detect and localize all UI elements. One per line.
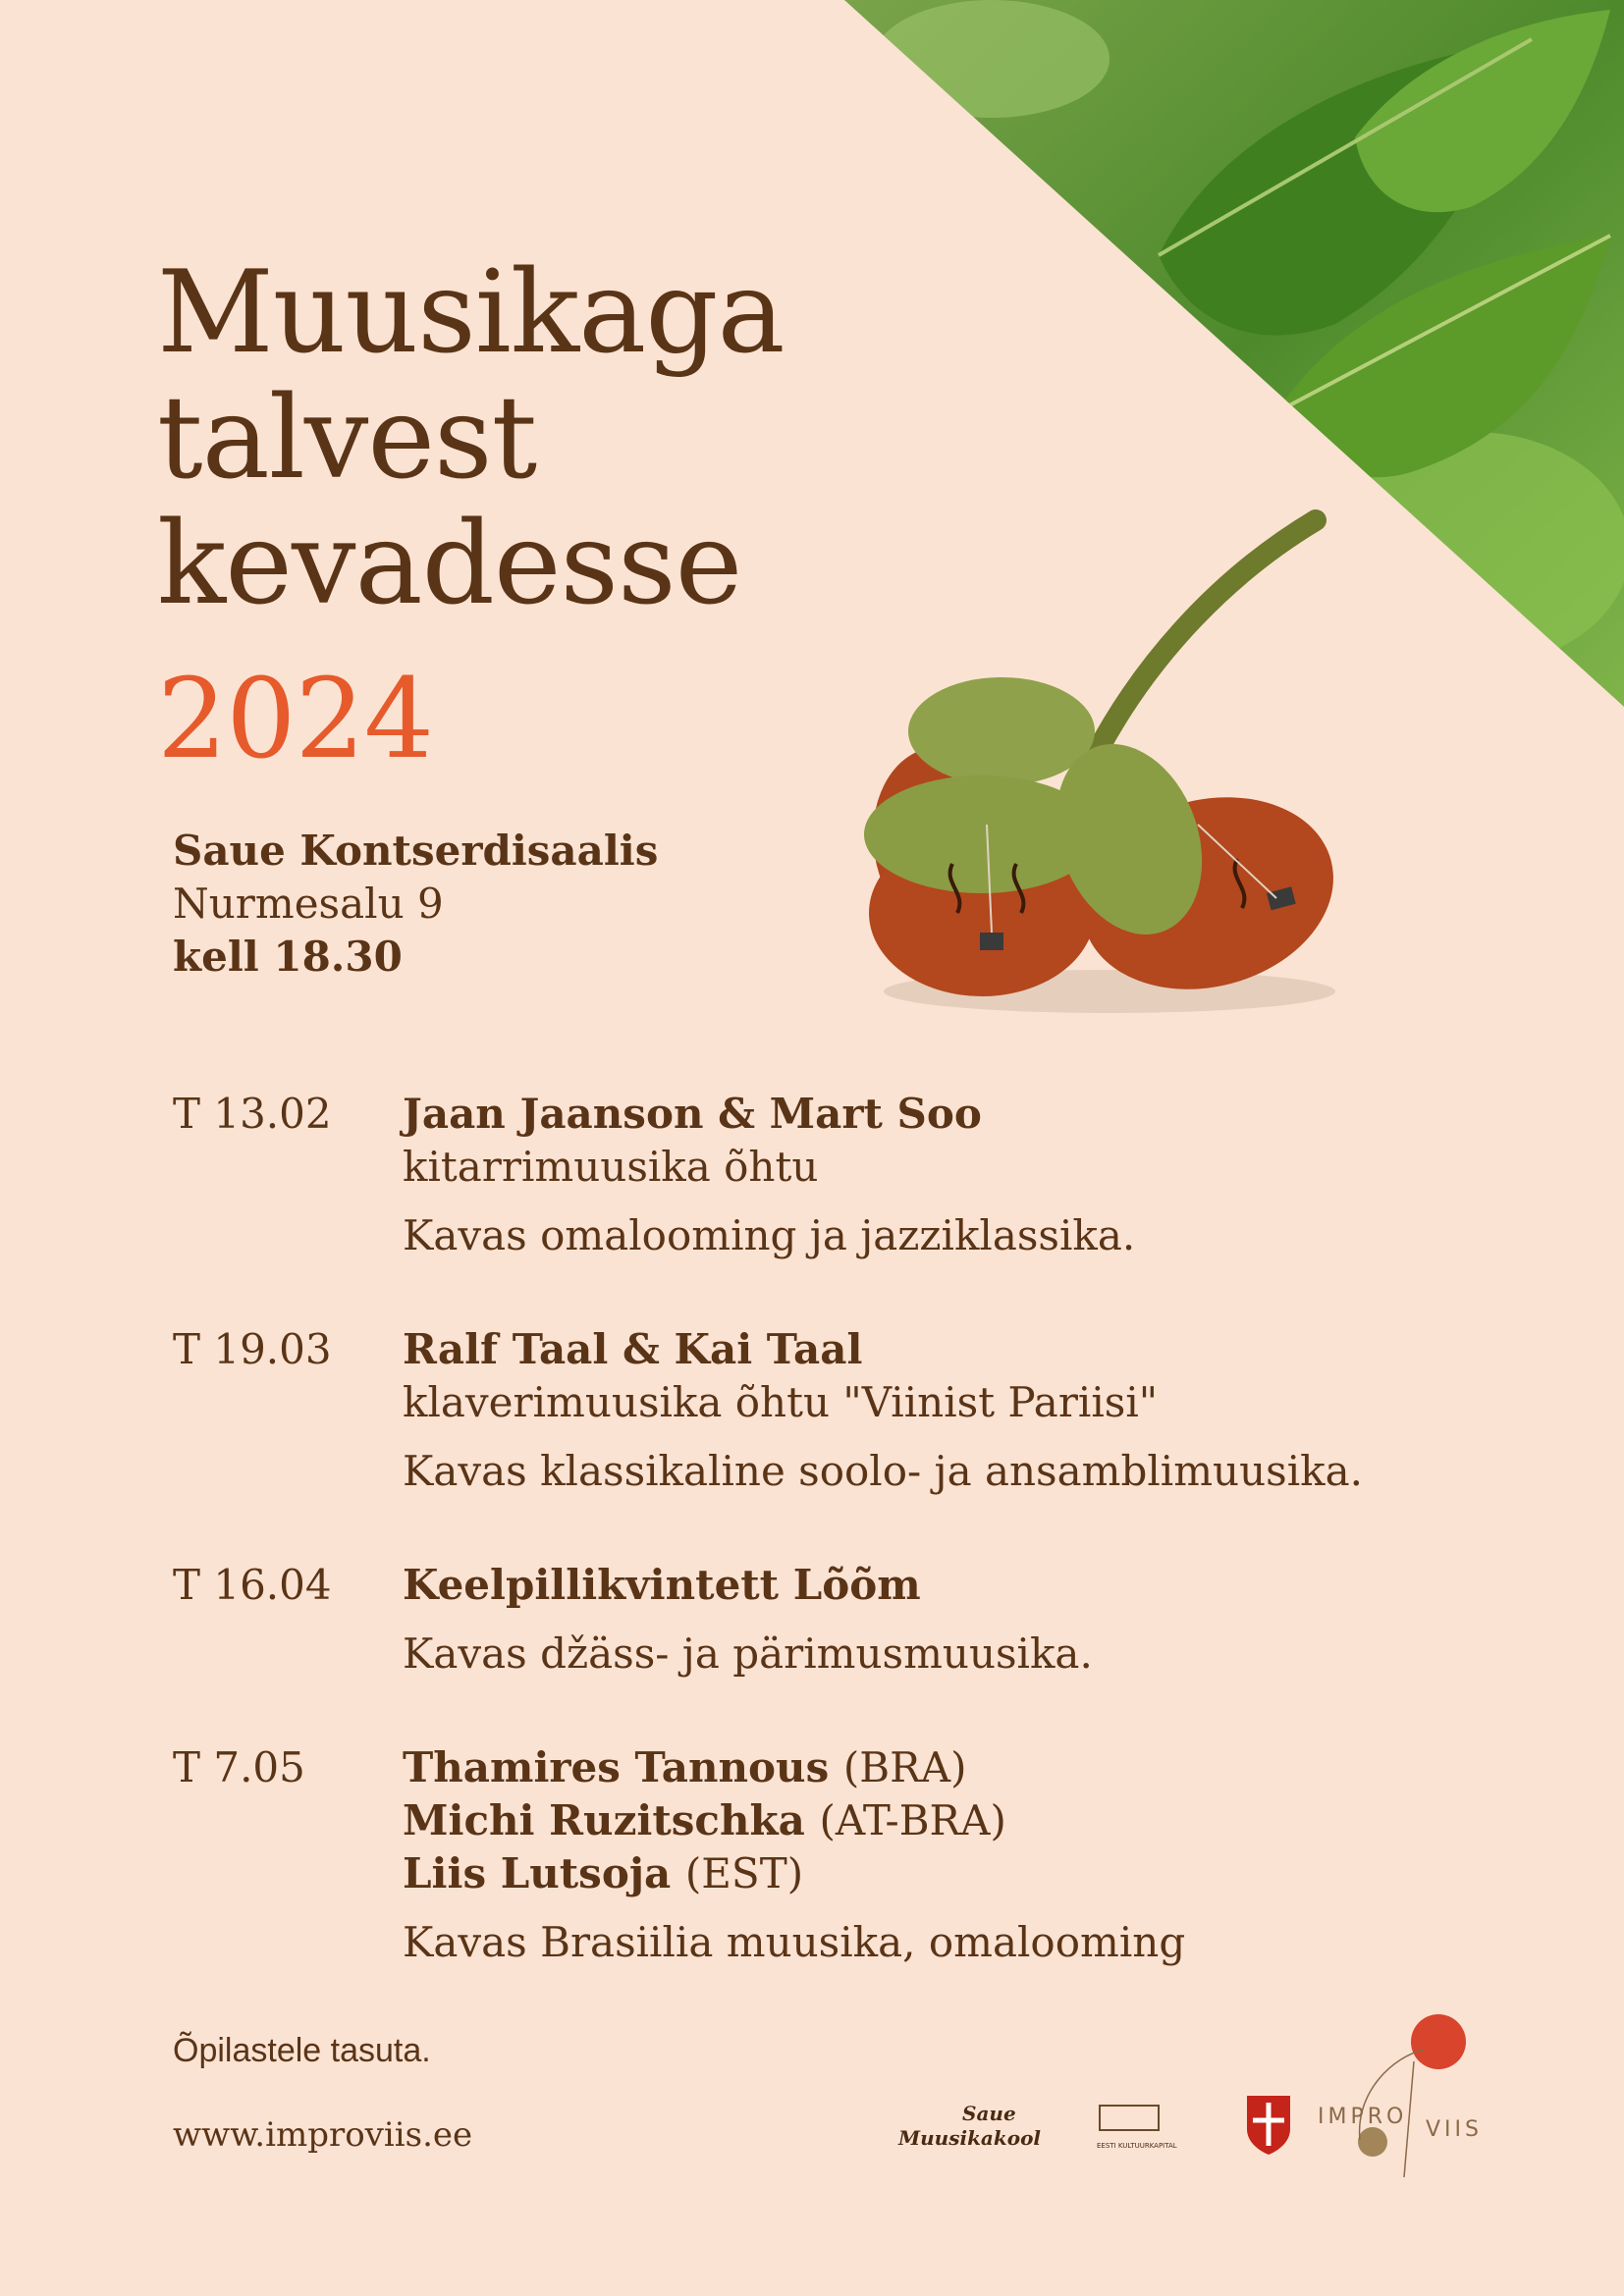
event-item [173,1088,1547,1262]
title-line-3: kevadesse [157,498,742,630]
sponsor-logos [893,2002,1502,2179]
kulka-logo [1097,2106,1177,2150]
poster-title [157,246,785,630]
event-date: T 7.05 [173,1743,305,1791]
svg-text:Muusikakool: Muusikakool [898,2126,1042,2150]
event-performer: Thamires Tannous (BRA) [403,1743,967,1791]
event-performer: Michi Ruzitschka (AT-BRA) [403,1796,1006,1844]
title-line-2: talvest [157,372,537,505]
website-link[interactable]: www.improviis.ee [173,2115,473,2155]
saue-music-school-logo [897,2102,1041,2150]
event-date: T 13.02 [173,1090,332,1138]
event-date: T 16.04 [173,1561,332,1609]
performer-country: (EST) [684,1849,804,1897]
event-item [173,1741,1547,1969]
svg-text:VIIS: VIIS [1426,2117,1483,2142]
venue-time: kell 18.30 [173,933,403,981]
event-performer: Liis Lutsoja (EST) [403,1849,804,1897]
improviis-logo [1318,2014,1483,2177]
event-list [173,1088,1547,2030]
venue-name: Saue Kontserdisaalis [173,827,659,875]
event-subtitle: klaverimuusika õhtu "Viinist Pariisi" [403,1378,1159,1426]
event-description: Kavas omalooming ja jazziklassika. [403,1211,1136,1259]
event-performer: Keelpillikvintett Lõõm [403,1561,921,1609]
saue-coat-of-arms-icon [1247,2096,1290,2155]
event-date: T 19.03 [173,1325,332,1373]
poster-year: 2024 [157,656,434,783]
event-description: Kavas Brasiilia muusika, omalooming [403,1918,1186,1966]
event-item [173,1559,1547,1681]
free-for-students-note: Õpilastele tasuta. [173,2032,431,2069]
event-performer: Jaan Jaanson & Mart Soo [403,1090,982,1138]
svg-text:Saue: Saue [962,2102,1016,2125]
event-subtitle: kitarrimuusika õhtu [403,1143,819,1191]
title-line-1: Muusikaga [157,246,785,379]
svg-text:EESTI KULTUURKAPITAL: EESTI KULTUURKAPITAL [1097,2142,1177,2150]
event-description: Kavas klassikaline soolo- ja ansamblimuusika. [403,1447,1363,1495]
performer-country: (BRA) [842,1743,967,1791]
event-performer: Ralf Taal & Kai Taal [403,1325,863,1373]
event-description: Kavas džäss- ja pärimusmuusika. [403,1629,1093,1678]
event-item [173,1323,1547,1498]
venue-info [173,825,658,984]
venue-address: Nurmesalu 9 [173,880,444,928]
acorn-violin-image [844,501,1375,1050]
performer-country: (AT-BRA) [819,1796,1006,1844]
svg-text:IMPRO: IMPRO [1318,2105,1408,2129]
